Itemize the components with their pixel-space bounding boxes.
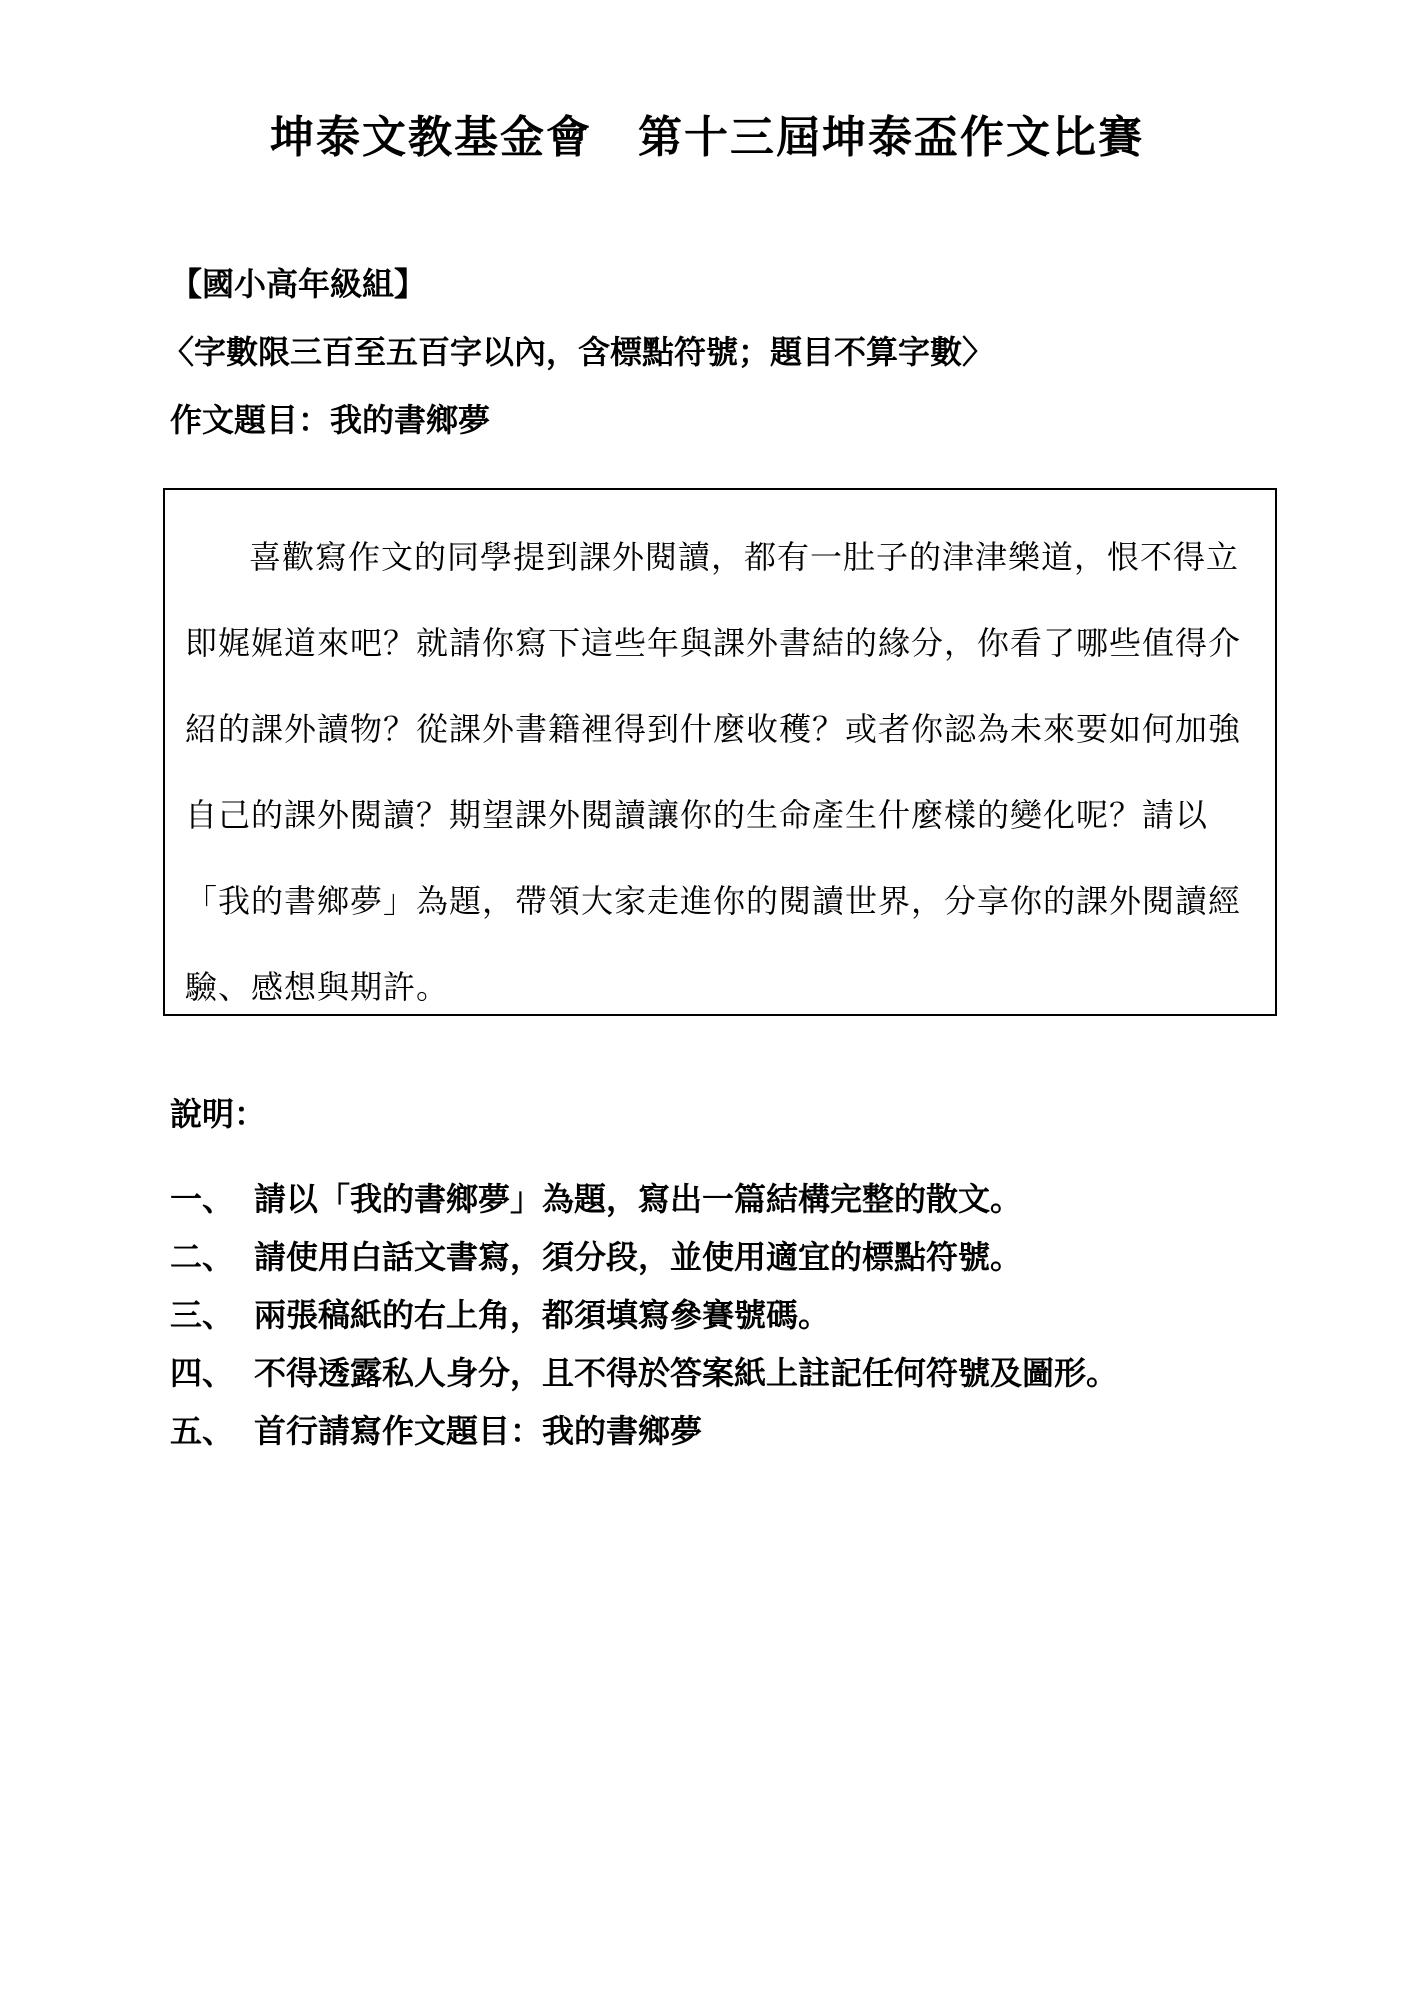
note-text: 首行請寫作文題目：我的書鄉夢 <box>254 1412 703 1450</box>
note-text: 請以「我的書鄉夢」為題，寫出一篇結構完整的散文。 <box>254 1180 1023 1218</box>
word-limit-note: 〈字數限三百至五百字以內，含標點符號；題目不算字數〉 <box>162 333 995 371</box>
note-item <box>170 1228 1118 1286</box>
note-text: 兩張稿紙的右上角，都須填寫參賽號碼。 <box>254 1296 831 1334</box>
essay-topic: 作文題目：我的書鄉夢 <box>170 401 491 439</box>
note-number: 二、 <box>170 1238 235 1276</box>
document-title: 坤泰文教基金會 第十三屆坤泰盃作文比賽 <box>270 112 1144 163</box>
note-item <box>170 1286 1118 1344</box>
note-number: 五、 <box>170 1412 235 1450</box>
note-text: 請使用白話文書寫，須分段，並使用適宜的標點符號。 <box>254 1238 1023 1276</box>
prompt-box <box>163 488 1277 1016</box>
note-item <box>170 1402 1118 1460</box>
note-number: 三、 <box>170 1296 235 1334</box>
group-label: 【國小高年級組】 <box>170 265 427 303</box>
note-number: 一、 <box>170 1180 235 1218</box>
note-item <box>170 1170 1118 1228</box>
note-number: 四、 <box>170 1354 235 1392</box>
prompt-text: 喜歡寫作文的同學提到課外閱讀，都有一肚子的津津樂道，恨不得立即娓娓道來吧？就請你寫下這些年與課外書結的緣分，你看了哪些值得介紹的課外讀物？從課外書籍裡得到什麼收穫？或者你認為未來要如何加強自己的課外閱讀？期望課外閱讀讓你的生命產生什麼樣的變化呢？請以「我的書鄉夢」為題，帶領大家走進你的閱讀世界，分享你的課外閱讀經驗、感想與期許。 <box>185 538 1242 1006</box>
note-text: 不得透露私人身分，且不得於答案紙上註記任何符號及圖形。 <box>254 1354 1119 1392</box>
notes-heading: 說明： <box>170 1095 267 1133</box>
note-item <box>170 1344 1118 1402</box>
notes-list <box>170 1170 1118 1460</box>
